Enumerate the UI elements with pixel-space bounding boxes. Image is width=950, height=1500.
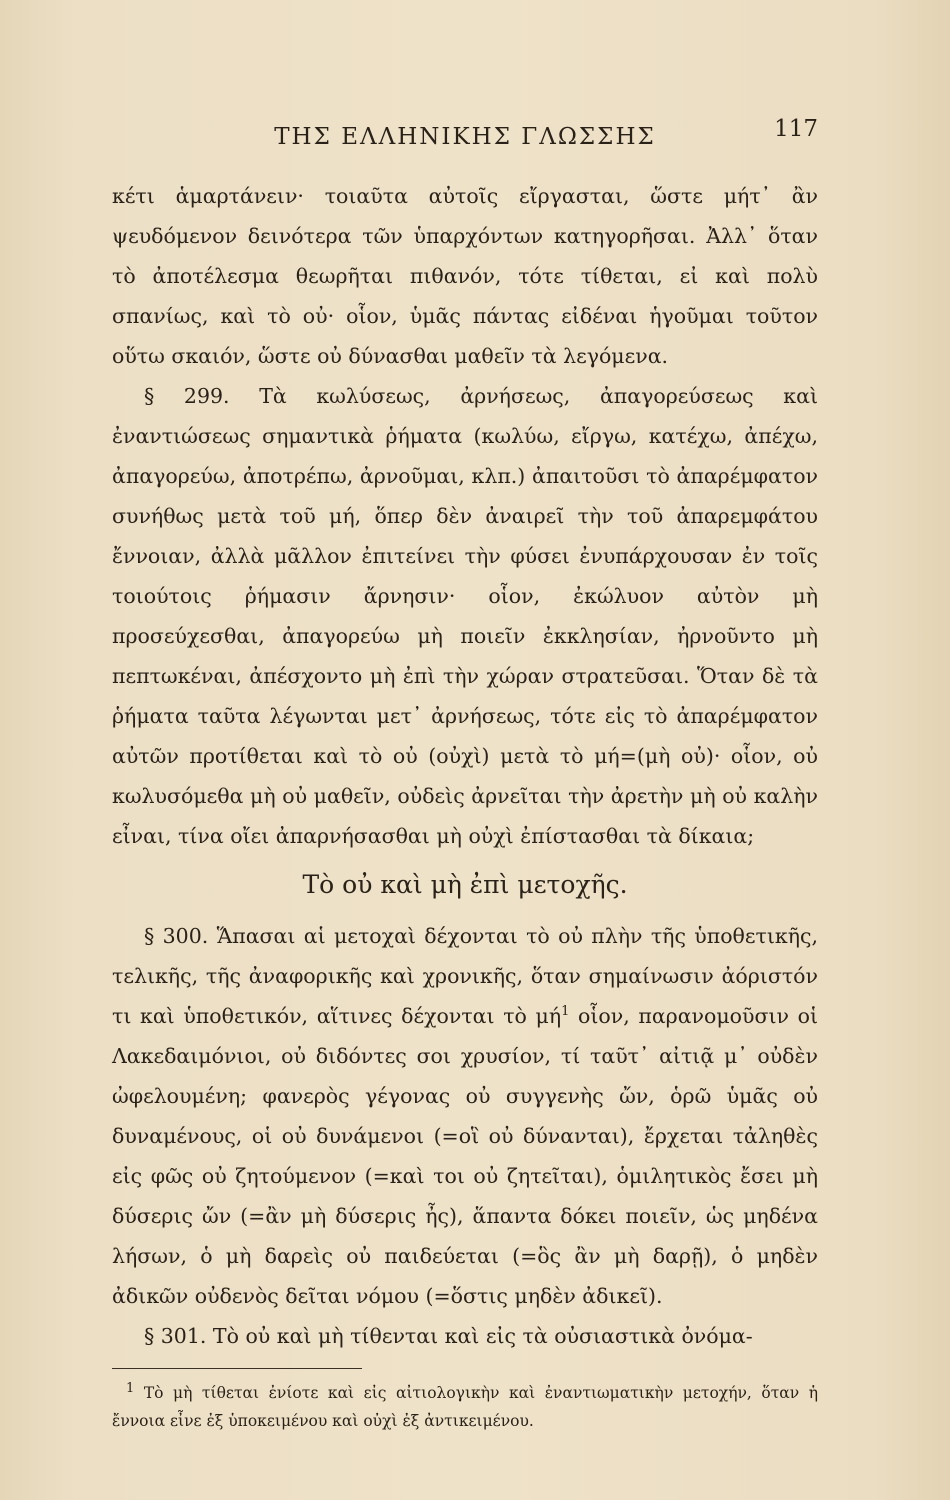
- paragraph-299: § 299. Τὰ κωλύσεως, ἀρνήσεως, ἀπαγορεύσεως καὶ ἐναντιώσεως σημαντικὰ ῥήματα (κωλύω, εἴργω, κατέχω, ἀπέχω, ἀπαγορεύω, ἀποτρέπω, ἀρνοῦμαι, κλπ.) ἀπαιτοῦσι τὸ ἀπαρέμφατον συνήθως μετὰ τοῦ μή, ὅπερ δὲν ἀναιρεῖ τὴν τοῦ ἀπαρεμφάτου ἔννοιαν, ἀλλὰ μᾶλλον ἐπιτείνει τὴν φύσει ἐνυπάρχουσαν ἐν τοῖς τοιούτοις ῥήμασιν ἄρνησιν· οἷον, ἐκώλυον αὐτὸν μὴ προσεύχεσθαι, ἀπαγορεύω μὴ ποιεῖν ἐκκλησίαν, ἠρνοῦντο μὴ πεπτωκέναι, ἀπέσχοντο μὴ ἐπὶ τὴν χώραν στρατεῦσαι. Ὅταν δὲ τὰ ῥήματα ταῦτα λέγωνται μετ᾽ ἀρνήσεως, τότε εἰς τὸ ἀπαρέμφατον αὐτῶν προτίθεται καὶ τὸ οὐ (οὐχὶ) μετὰ τὸ μή=(μὴ οὐ)· οἷον, οὐ κωλυσόμεθα μὴ οὐ μαθεῖν, οὐδεὶς ἀρνεῖται τὴν ἀρετὴν μὴ οὐ καλὴν εἶναι, τίνα οἴει ἀπαρνήσασθαι μὴ οὐχὶ ἐπίστασθαι τὰ δίκαια;: [112, 384, 818, 848]
- paragraph-300-text: § 300. Ἅπασαι αἱ μετοχαὶ δέχονται τὸ οὐ πλὴν τῆς ὑποθετικῆς, τελικῆς, τῆς ἀναφορικῆς καὶ χρονικῆς, ὅταν σημαίνωσιν ἀόριστόν τι καὶ ὑποθετικόν, αἵτινες δέχονται τὸ μή: [112, 924, 818, 1028]
- paragraph-301: § 301. Τὸ οὐ καὶ μὴ τίθενται καὶ εἰς τὰ οὐσιαστικὰ ὀνόμα-: [144, 1324, 753, 1348]
- footnote-rule: [112, 1368, 362, 1369]
- paragraph-continuation: κέτι ἁμαρτάνειν· τοιαῦτα αὐτοῖς εἴργασται, ὥστε μήτ᾽ ἂν ψευδόμενον δεινότερα τῶν ὑπαρχόντων κατηγορῆσαι. Ἀλλ᾽ ὅταν τὸ ἀποτέλεσμα θεωρῆται πιθανόν, τότε τίθεται, εἰ καὶ πολὺ σπανίως, καὶ τὸ οὐ· οἷον, ὑμᾶς πάντας εἰδέναι ἡγοῦμαι τοῦτον οὕτω σκαιόν, ὥστε οὐ δύνασθαι μαθεῖν τὰ λεγόμενα.: [112, 184, 818, 368]
- footnote-reference: 1: [561, 1004, 570, 1020]
- page-header: [112, 112, 818, 156]
- page-body: [112, 176, 818, 1356]
- paragraph-300-rest: οἷον, παρανομοῦσιν οἱ Λακεδαιμόνιοι, οὐ διδόντες σοι χρυσίον, τί ταῦτ᾽ αἰτιᾷ μ᾽ οὐδὲν ὠφελουμένη; φανερὸς γέγονας οὐ συγγενὴς ὤν, ὁρῶ ὑμᾶς οὐ δυναμένους, οἱ οὐ δυνάμενοι (=οἳ οὐ δύνανται), ἔρχεται τἀληθὲς εἰς φῶς οὐ ζητούμενον (=καὶ τοι οὐ ζητεῖται), ὁμιλητικὸς ἔσει μὴ δύσερις ὤν (=ἂν μὴ δύσερις ἦς), ἅπαντα δόκει ποιεῖν, ὡς μηδένα λήσων, ὁ μὴ δαρεὶς οὐ παιδεύεται (=ὃς ἂν μὴ δαρῇ), ὁ μηδὲν ἀδικῶν οὐδενὸς δεῖται νόμου (=ὅστις μηδὲν ἀδικεῖ).: [112, 1004, 818, 1308]
- footnote: [112, 1379, 818, 1435]
- section-subheading: Τὸ οὐ καὶ μὴ ἐπὶ μετοχῆς.: [302, 870, 628, 899]
- footnote-mark: 1: [126, 1380, 135, 1396]
- page-number: 117: [774, 116, 818, 142]
- paragraph-300: [112, 916, 818, 1316]
- footnote-text: Τὸ μὴ τίθεται ἐνίοτε καὶ εἰς αἰτιολογικὴν καὶ ἐναντιωματικὴν μετοχήν, ὅταν ἡ ἔννοια εἶνε ἐξ ὑποκειμένου καὶ οὐχὶ ἐξ ἀντικειμένου.: [112, 1384, 818, 1430]
- running-head: ΤΗΣ ΕΛΛΗΝΙΚΗΣ ΓΛΩΣΣΗΣ: [274, 124, 656, 150]
